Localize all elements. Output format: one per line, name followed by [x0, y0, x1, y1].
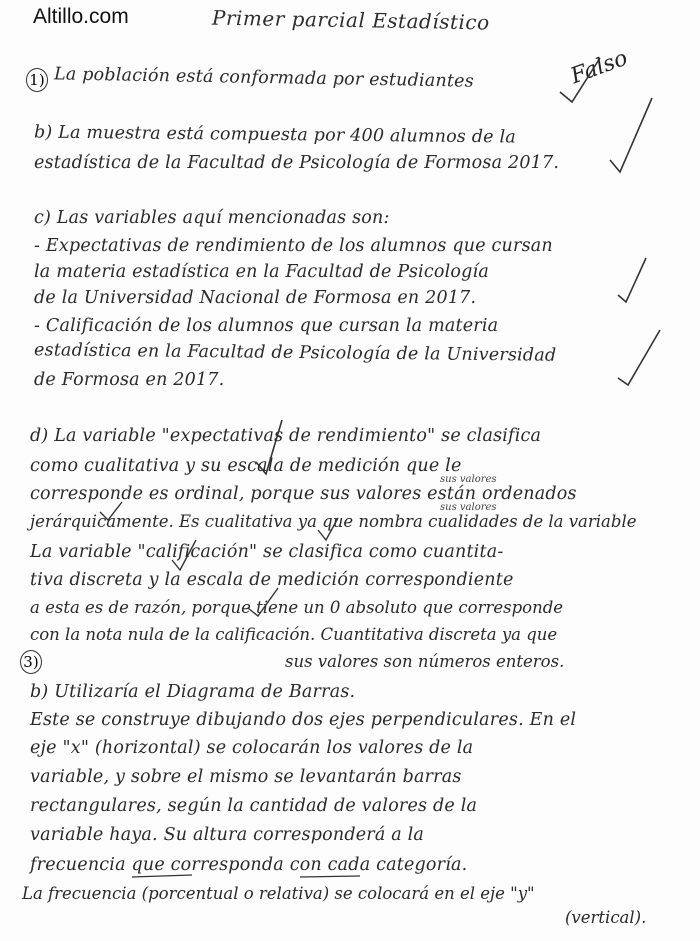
answer-line-variables-4: de la Universidad Nacional de Formosa en 2017. — [34, 288, 477, 308]
answer-line-diagram-7: frecuencia que corresponda con cada categoría. — [30, 855, 468, 875]
answer-line-diagram-6: variable haya. Su altura corresponderá a la — [30, 825, 425, 845]
underline-1 — [132, 875, 192, 877]
answer-line-classification-6: tiva discreta y la escala de medición correspondiente — [30, 570, 514, 590]
check-mark-8 — [172, 540, 196, 570]
answer-line-variables-intro: c) Las variables aquí mencionadas son: — [34, 208, 390, 228]
answer-line-variables-6: estadística en la Facultad de Psicología de la Universidad — [33, 340, 557, 366]
check-mark-6 — [100, 502, 122, 520]
answer-line-classification-3: corresponde es ordinal, porque sus valores están ordenados — [30, 484, 577, 504]
answer-line-sample-1: b) La muestra está compuesta por 400 alumnos de la — [33, 122, 517, 148]
exam-title: Primer parcial Estadístico — [211, 5, 490, 35]
question-number-1: 1) — [26, 68, 48, 92]
answer-line-variables-2: - Expectativas de rendimiento de los alumnos que cursan — [34, 236, 553, 256]
answer-line-classification-5: La variable "calificación" se clasifica como cuantita- — [30, 542, 504, 562]
question-number-3: 3) — [20, 650, 42, 674]
answer-line-classification-8: con la nota nula de la calificación. Cuantitativa discreta ya que — [30, 625, 558, 644]
inline-note-2: sus valores — [440, 502, 497, 513]
check-mark-2 — [610, 98, 652, 172]
answer-line-classification-2: como cualitativa y su escala de medición que le — [30, 456, 462, 476]
check-mark-4 — [618, 330, 660, 385]
check-mark-3 — [618, 258, 646, 302]
site-logo: Altillo.com — [33, 5, 129, 28]
check-mark-5 — [256, 420, 282, 474]
answer-line-classification-1: d) La variable "expectativas de rendimiento" se clasifica — [30, 426, 542, 446]
answer-line-diagram-5: rectangulares, según la cantidad de valores de la — [30, 796, 478, 816]
answer-line-variables-5: - Calificación de los alumnos que cursan la materia — [34, 316, 499, 336]
answer-line-classification-9: sus valores son números enteros. — [285, 652, 565, 671]
answer-line-variables-3: la materia estadística en la Facultad de Psicología — [34, 262, 489, 282]
check-mark-1 — [560, 58, 600, 102]
answer-line-classification-7: a esta es de razón, porque tiene un 0 absoluto que corresponde — [30, 598, 564, 617]
answer-line-population: La población está conformada por estudiantes — [53, 64, 475, 92]
check-mark-9 — [248, 588, 278, 616]
answer-line-classification-4: jerárquicamente. Es cualitativa ya que nombra cualidades de la variable — [30, 512, 637, 531]
check-mark-7 — [318, 518, 338, 540]
answer-line-diagram-1: b) Utilizaría el Diagrama de Barras. — [30, 682, 356, 702]
answer-line-variables-7: de Formosa en 2017. — [34, 370, 225, 390]
inline-note-1: sus valores — [440, 474, 497, 485]
answer-line-diagram-3: eje "x" (horizontal) se colocarán los valores de la — [30, 738, 474, 758]
answer-line-diagram-2: Este se construye dibujando dos ejes perpendiculares. En el — [30, 710, 577, 730]
answer-line-diagram-8: La frecuencia (porcentual o relativa) se colocará en el eje "y" — [22, 884, 535, 903]
answer-line-sample-2: estadística de la Facultad de Psicología de Formosa 2017. — [34, 153, 560, 173]
falso-mark: Falso — [567, 45, 631, 90]
answer-line-diagram-4: variable, y sobre el mismo se levantarán barras — [30, 767, 462, 787]
answer-line-diagram-9: (vertical). — [565, 908, 647, 927]
underline-2 — [300, 876, 360, 877]
